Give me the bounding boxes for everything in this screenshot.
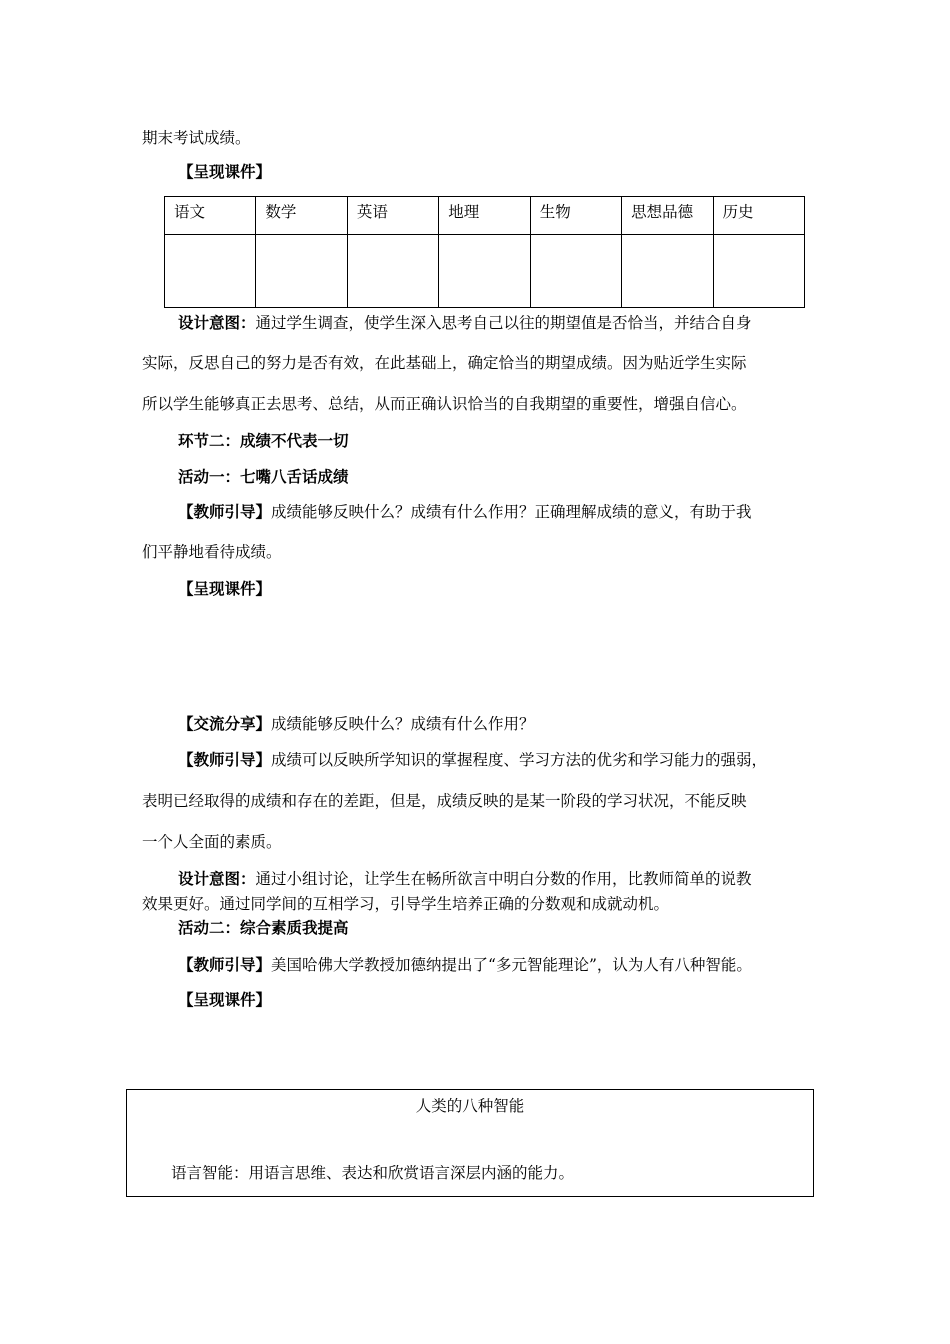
- intelligence-box: [126, 1089, 814, 1197]
- activity-heading: 活动一：七嘴八舌话成绩: [178, 467, 349, 486]
- table-header-cell: 语文: [165, 197, 256, 235]
- paragraph-end: 期末考试成绩。: [142, 129, 251, 147]
- courseware-label: 【呈现课件】: [178, 162, 272, 181]
- teacher-guide-label: 【教师引导】: [178, 502, 272, 521]
- teacher-guide-1: [178, 502, 752, 522]
- exchange-share: [178, 714, 535, 734]
- intelligence-item: 语言智能：用语言思维、表达和欣赏语言深层内涵的能力。: [171, 1164, 575, 1182]
- section-heading: 环节二：成绩不代表一切: [178, 431, 349, 450]
- table-cell: [622, 235, 713, 308]
- design-intent-2: [178, 869, 752, 889]
- table-row: [165, 235, 805, 308]
- table-cell: [439, 235, 530, 308]
- teacher-guide-2: [178, 750, 767, 770]
- exchange-share-label: 【交流分享】: [178, 714, 272, 733]
- table-cell: [256, 235, 347, 308]
- exchange-share-text: 成绩能够反映什么？成绩有什么作用？: [271, 715, 535, 733]
- teacher-guide-text: 美国哈佛大学教授加德纳提出了“多元智能理论”，认为人有八种智能。: [271, 956, 752, 974]
- teacher-guide-label: 【教师引导】: [178, 750, 272, 769]
- teacher-guide-2-line3: 一个人全面的素质。: [142, 833, 282, 851]
- courseware-label: 【呈现课件】: [178, 990, 272, 1009]
- teacher-guide-3: [178, 955, 752, 975]
- table-header-cell: 数学: [256, 197, 347, 235]
- design-intent-text: 通过小组讨论，让学生在畅所欲言中明白分数的作用，比教师简单的说教: [255, 870, 752, 888]
- teacher-guide-text: 成绩可以反映所学知识的掌握程度、学习方法的优劣和学习能力的强弱，: [271, 751, 768, 769]
- activity-heading: 活动二：综合素质我提高: [178, 918, 349, 937]
- table-header-cell: 思想品德: [622, 197, 713, 235]
- table-cell: [530, 235, 621, 308]
- teacher-guide-text: 成绩能够反映什么？成绩有什么作用？正确理解成绩的意义，有助于我: [271, 503, 752, 521]
- design-intent-label: 设计意图：: [178, 869, 256, 888]
- design-intent-1-line3: 所以学生能够真正去思考、总结，从而正确认识恰当的自我期望的重要性，增强自信心。: [142, 395, 747, 413]
- subjects-table: [164, 196, 805, 308]
- teacher-guide-1-line2: 们平静地看待成绩。: [142, 543, 282, 561]
- teacher-guide-2-line2: 表明已经取得的成绩和存在的差距，但是，成绩反映的是某一阶段的学习状况，不能反映: [142, 792, 747, 810]
- design-intent-2-line2: 效果更好。通过同学间的互相学习，引导学生培养正确的分数观和成就动机。: [142, 895, 670, 913]
- table-header-cell: 英语: [347, 197, 438, 235]
- intelligence-box-title: 人类的八种智能: [415, 1097, 525, 1115]
- table-header-row: [165, 197, 805, 235]
- teacher-guide-label: 【教师引导】: [178, 955, 272, 974]
- table-cell: [347, 235, 438, 308]
- design-intent-1: [178, 313, 752, 333]
- table-header-cell: 地理: [439, 197, 530, 235]
- table-header-cell: 生物: [530, 197, 621, 235]
- table-cell: [165, 235, 256, 308]
- design-intent-text: 通过学生调查，使学生深入思考自己以往的期望值是否恰当，并结合自身: [255, 314, 752, 332]
- courseware-label: 【呈现课件】: [178, 579, 272, 598]
- design-intent-1-line2: 实际，反思自己的努力是否有效，在此基础上，确定恰当的期望成绩。因为贴近学生实际: [142, 354, 747, 372]
- table-cell: [713, 235, 804, 308]
- table-header-cell: 历史: [713, 197, 804, 235]
- design-intent-label: 设计意图：: [178, 313, 256, 332]
